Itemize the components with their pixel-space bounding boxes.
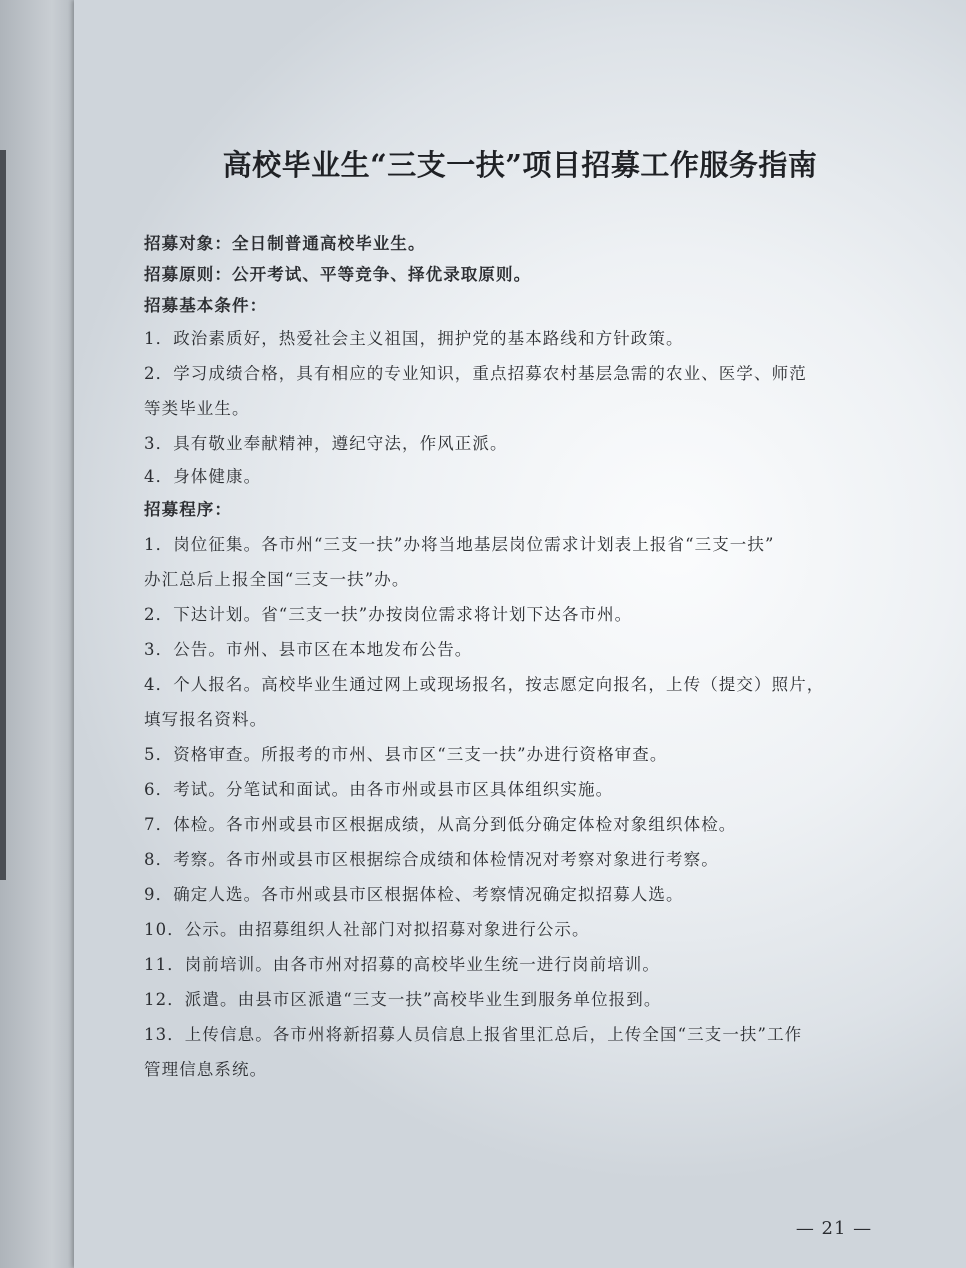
body-line-recruit-target: 招募对象：全日制普通高校毕业生。 bbox=[144, 234, 426, 253]
procedure-step-12: 12．派遣。由县市区派遣“三支一扶”高校毕业生到服务单位报到。 bbox=[144, 990, 662, 1009]
binding-shadow bbox=[0, 150, 6, 880]
procedure-step-1: 1．岗位征集。各市州“三支一扶”办将当地基层岗位需求计划表上报省“三支一扶” bbox=[144, 535, 775, 554]
condition-item-1: 1．政治素质好，热爱社会主义祖国，拥护党的基本路线和方针政策。 bbox=[144, 329, 684, 348]
procedure-step-9: 9．确定人选。各市州或县市区根据体检、考察情况确定拟招募人选。 bbox=[144, 885, 684, 904]
procedure-step-11: 11．岗前培训。由各市州对招募的高校毕业生统一进行岗前培训。 bbox=[144, 955, 660, 974]
adjacent-page-edge bbox=[0, 0, 74, 1268]
procedure-step-8: 8．考察。各市州或县市区根据综合成绩和体检情况对考察对象进行考察。 bbox=[144, 850, 719, 869]
procedure-step-10: 10．公示。由招募组织人社部门对拟招募对象进行公示。 bbox=[144, 920, 590, 939]
procedure-step-4: 4．个人报名。高校毕业生通过网上或现场报名，按志愿定向报名，上传（提交）照片， bbox=[144, 675, 825, 694]
procedure-step-13-continued: 管理信息系统。 bbox=[144, 1060, 268, 1079]
document-page bbox=[74, 0, 966, 1268]
body-line-recruit-principle: 招募原则：公开考试、平等竞争、择优录取原则。 bbox=[144, 265, 532, 284]
procedure-step-3: 3．公告。市州、县市区在本地发布公告。 bbox=[144, 640, 473, 659]
procedure-step-1-continued: 办汇总后上报全国“三支一扶”办。 bbox=[144, 570, 410, 589]
condition-item-2-continued: 等类毕业生。 bbox=[144, 399, 250, 418]
procedure-step-4-continued: 填写报名资料。 bbox=[144, 710, 268, 729]
condition-item-4: 4．身体健康。 bbox=[144, 467, 262, 486]
procedure-step-7: 7．体检。各市州或县市区根据成绩，从高分到低分确定体检对象组织体检。 bbox=[144, 815, 737, 834]
procedure-step-13: 13．上传信息。各市州将新招募人员信息上报省里汇总后，上传全国“三支一扶”工作 bbox=[144, 1025, 803, 1044]
page-title: 高校毕业生“三支一扶”项目招募工作服务指南 bbox=[222, 148, 818, 182]
section-heading-basic-conditions: 招募基本条件： bbox=[144, 296, 268, 315]
procedure-step-5: 5．资格审查。所报考的市州、县市区“三支一扶”办进行资格审查。 bbox=[144, 745, 668, 764]
section-heading-procedure: 招募程序： bbox=[144, 500, 232, 519]
procedure-step-6: 6．考试。分笔试和面试。由各市州或县市区具体组织实施。 bbox=[144, 780, 614, 799]
procedure-step-2: 2．下达计划。省“三支一扶”办按岗位需求将计划下达各市州。 bbox=[144, 605, 633, 624]
condition-item-2: 2．学习成绩合格，具有相应的专业知识，重点招募农村基层急需的农业、医学、师范 bbox=[144, 364, 807, 383]
document-body bbox=[144, 228, 874, 1087]
condition-item-3: 3．具有敬业奉献精神，遵纪守法，作风正派。 bbox=[144, 434, 508, 453]
page-number: — 21 — bbox=[795, 1218, 873, 1239]
